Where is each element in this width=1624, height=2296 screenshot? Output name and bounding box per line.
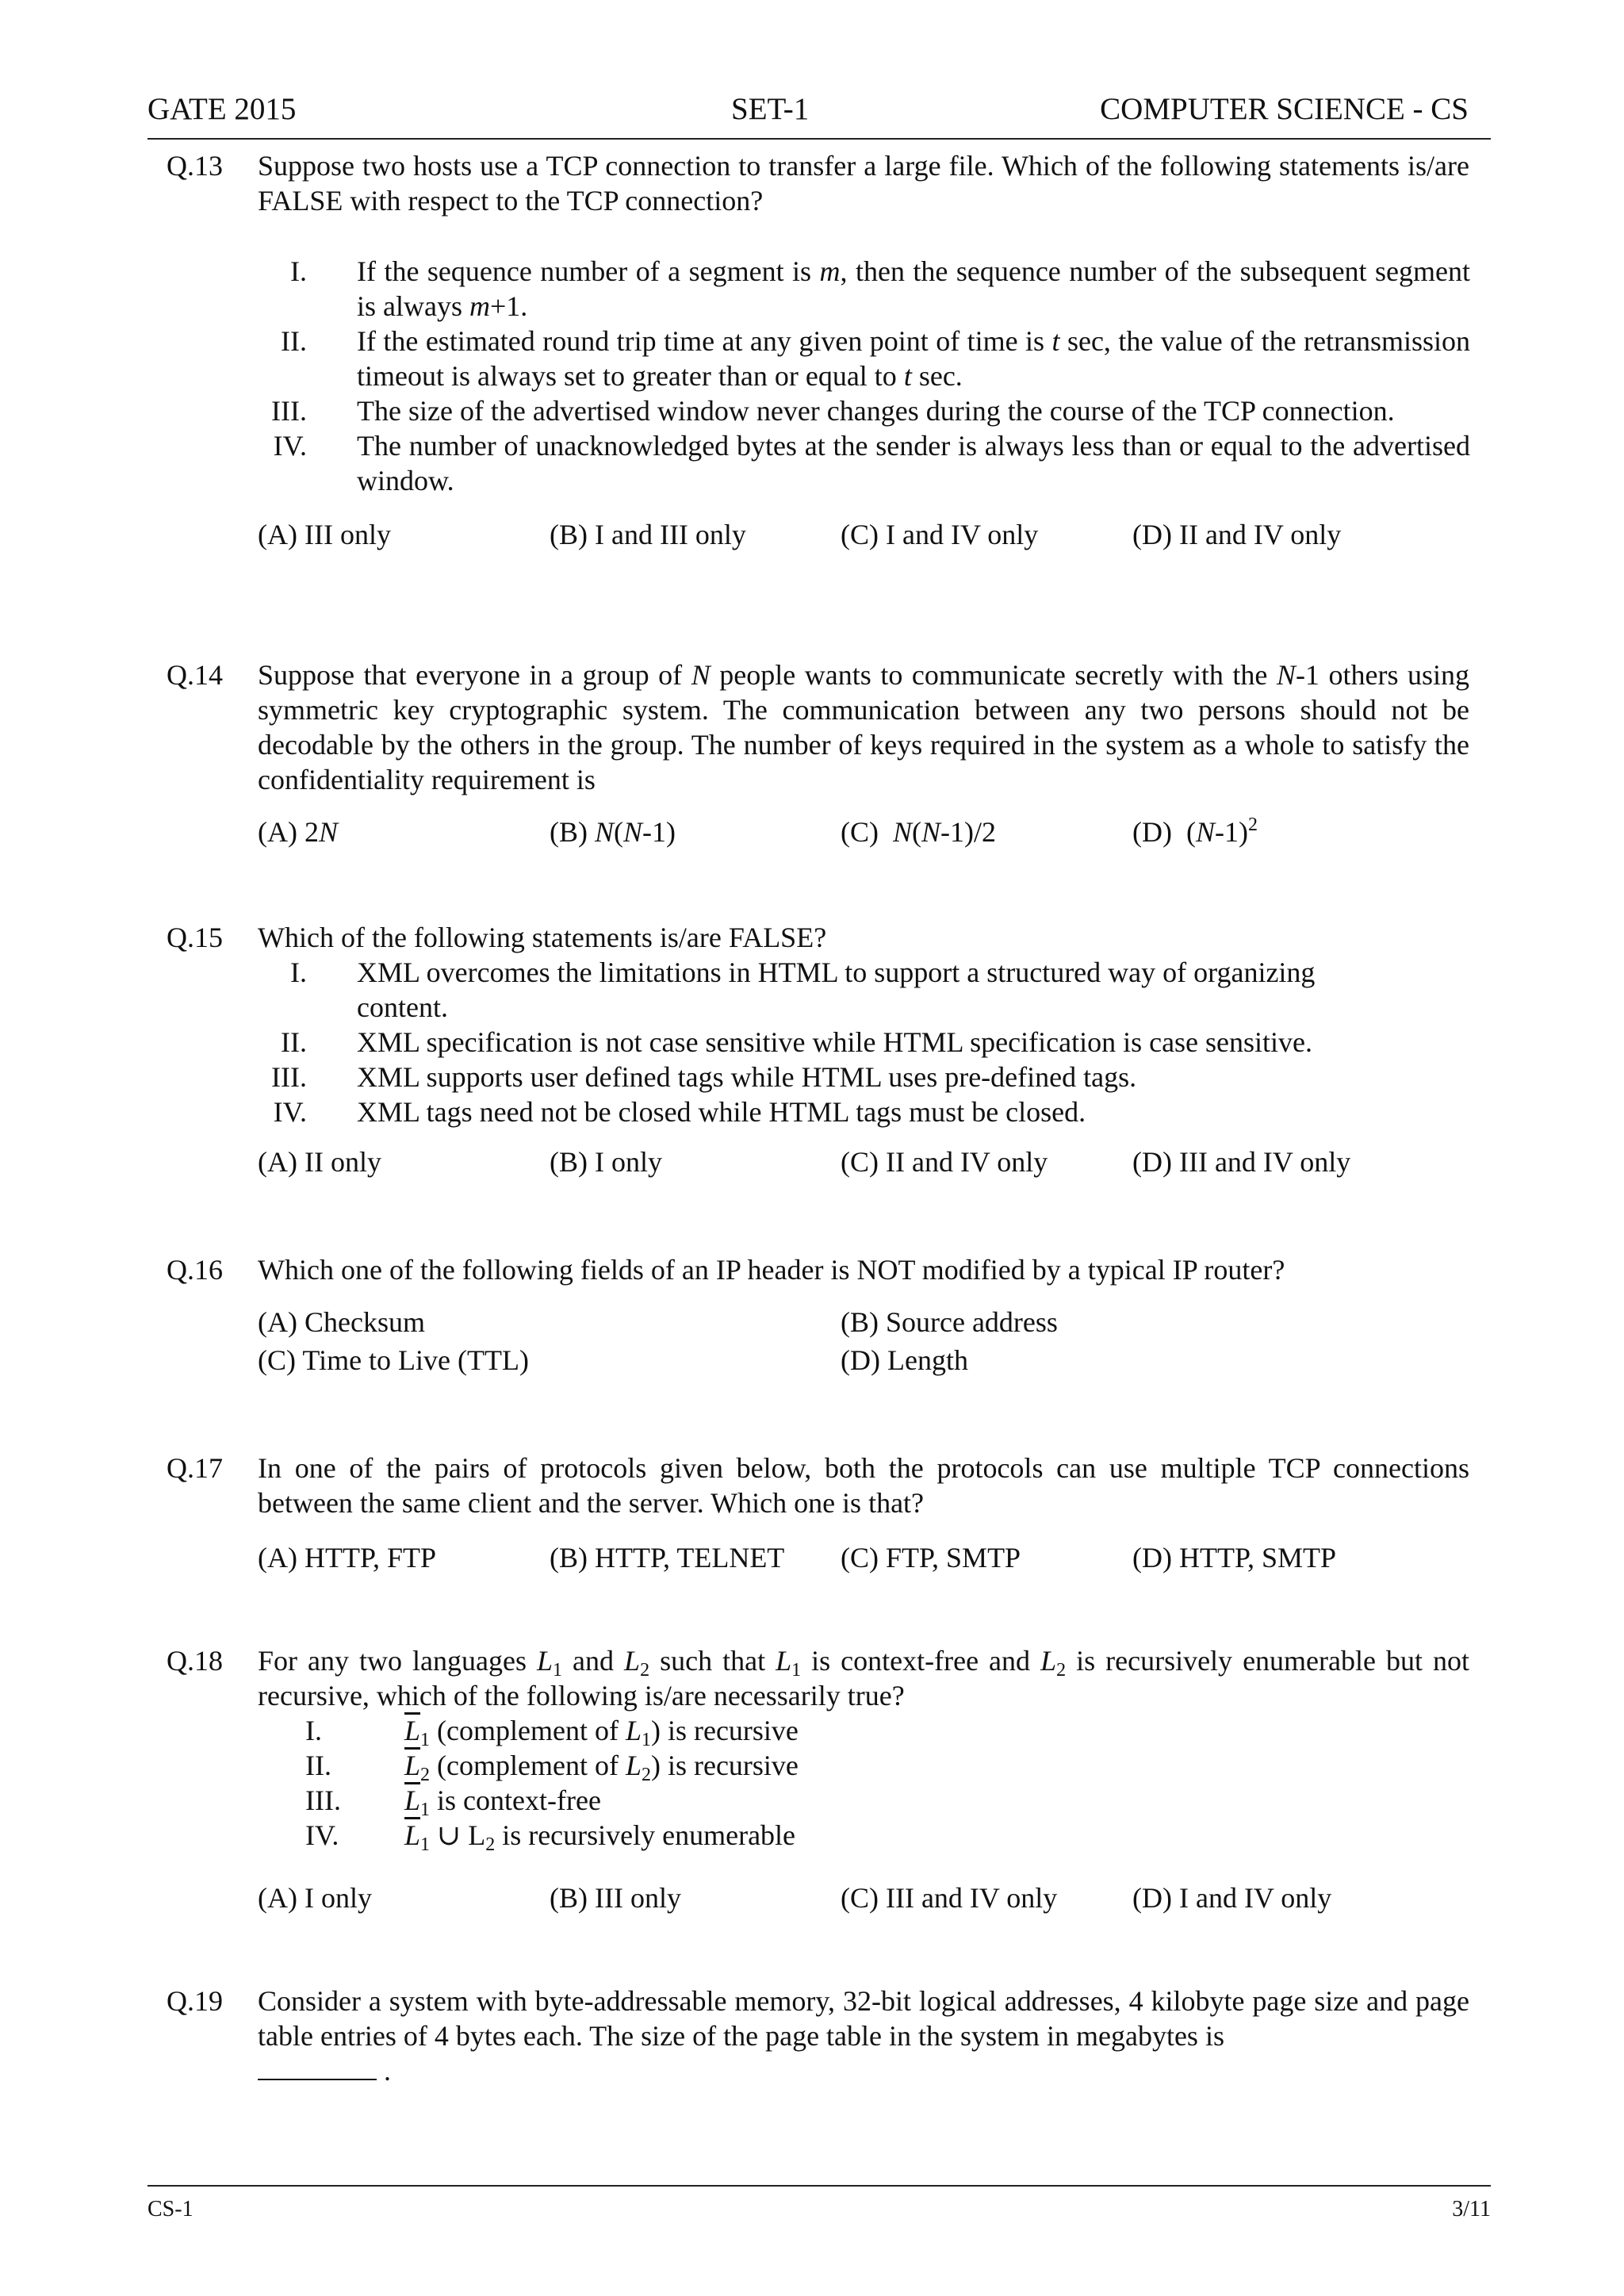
statement-text: $\overline{L}_2$ (complement of $L_2$) is recursive — [404, 1750, 799, 1785]
question-number: Q.17 — [167, 1452, 223, 1484]
question-number: Q.18 — [167, 1645, 223, 1677]
statement-text: XML tags need not be closed while HTML tags must be closed. — [357, 1096, 1086, 1128]
question-number: Q.19 — [167, 1985, 223, 2017]
question-text: For any two languages $L_1$ and $L_2$ such that $L_1$ is context-free and $L_2$ is recursively enumerable but not recursive, which of the following is/are necessarily true? — [258, 1645, 1470, 1711]
option-d: (D) $(N-1)^2$ — [1132, 815, 1258, 848]
statement-number: I. — [290, 255, 307, 287]
question-text: Suppose two hosts use a TCP connection to transfer a large file. Which of the following statements is/are FALSE with respect to the TCP connection? — [258, 150, 1469, 217]
statement-number: I. — [290, 956, 307, 988]
option-d: (D) III and IV only — [1132, 1146, 1351, 1178]
question-text: Consider a system with byte-addressable memory, 32-bit logical addresses, 4 kilobyte page size and page table entries of 4 bytes each. The size of the page table in the system in megabytes is . — [258, 1985, 1469, 2087]
statement-text: XML overcomes the limitations in HTML to support a structured way of organizing content. — [357, 956, 1316, 1023]
option-a: (A) I only — [258, 1882, 372, 1914]
statement-text: $\overline{L}_1$ ∪ $L_2$ is recursively enumerable — [404, 1819, 796, 1855]
statement-text: If the estimated round trip time at any given point of time is t sec, the value of the retransmission timeout is always set to greater than or equal to t sec. — [357, 325, 1470, 392]
header-subject: COMPUTER SCIENCE - CS — [1100, 92, 1469, 126]
question-number: Q.15 — [167, 922, 223, 953]
option-c: (C) II and IV only — [841, 1146, 1048, 1178]
statement-number: III. — [271, 1061, 307, 1093]
statement-number: II. — [281, 325, 307, 357]
option-b: (B) III only — [550, 1882, 681, 1914]
option-a: (A) III only — [258, 519, 391, 550]
option-a: (A) Checksum — [258, 1306, 425, 1338]
statement-number: III. — [305, 1784, 341, 1816]
statement-text: XML supports user defined tags while HTML uses pre-defined tags. — [357, 1061, 1137, 1093]
question-number: Q.16 — [167, 1254, 223, 1286]
option-b: (B) HTTP, TELNET — [550, 1542, 785, 1573]
option-a: (A) HTTP, FTP — [258, 1542, 437, 1573]
option-b: (B) I and III only — [550, 519, 746, 550]
option-a: (A) 2N — [258, 816, 338, 848]
statement-number: IV. — [273, 1096, 307, 1128]
option-d: (D) II and IV only — [1132, 519, 1342, 550]
header-exam-name: GATE 2015 — [147, 92, 297, 126]
statement-text: $\overline{L}_1$ (complement of $L_1$) is recursive — [404, 1715, 799, 1750]
option-c: (C) I and IV only — [841, 519, 1039, 550]
statement-text: $\overline{L}_1$ is context-free — [404, 1784, 601, 1820]
statement-number: IV. — [273, 430, 307, 462]
option-c: (C) N(N-1)/2 — [841, 816, 997, 848]
question-text: Suppose that everyone in a group of N people wants to communicate secretly with the N-1 others using symmetric key cryptographic system. The communication between any two persons should not be decodable by the others in the group. The number of keys required in the system as a whole to satisfy the confidentiality requirement is — [258, 659, 1470, 795]
header-rule — [147, 138, 1491, 140]
footer-paper-code: CS-1 — [147, 2197, 193, 2221]
answer-blank[interactable] — [258, 2055, 377, 2080]
option-c: (C) FTP, SMTP — [841, 1542, 1021, 1573]
option-b: (B) Source address — [841, 1306, 1058, 1338]
question-text: In one of the pairs of protocols given below, both the protocols can use multiple TCP connections between the same client and the server. Which one is that? — [258, 1452, 1469, 1519]
question-text: Which one of the following fields of an IP header is NOT modified by a typical IP router? — [258, 1254, 1285, 1286]
header-set: SET-1 — [731, 92, 810, 126]
statement-number: II. — [305, 1750, 331, 1781]
statement-text: If the sequence number of a segment is m, then the sequence number of the subsequent segment is always m+1. — [357, 255, 1470, 322]
statement-number: I. — [305, 1715, 322, 1746]
question-number: Q.13 — [167, 150, 223, 182]
option-c: (C) III and IV only — [841, 1882, 1058, 1914]
option-c: (C) Time to Live (TTL) — [258, 1344, 529, 1376]
statement-number: II. — [281, 1026, 307, 1058]
option-d: (D) HTTP, SMTP — [1132, 1542, 1337, 1573]
statement-text: XML specification is not case sensitive while HTML specification is case sensitive. — [357, 1026, 1313, 1058]
page-number: 3/11 — [1452, 2197, 1491, 2221]
statement-text: The number of unacknowledged bytes at the sender is always less than or equal to the advertised window. — [357, 430, 1470, 496]
statement-text: The size of the advertised window never changes during the course of the TCP connection. — [357, 395, 1395, 427]
option-a: (A) II only — [258, 1146, 381, 1178]
footer-rule — [147, 2185, 1491, 2187]
statement-number: III. — [271, 395, 307, 427]
statement-number: IV. — [305, 1819, 339, 1851]
option-b: (B) I only — [550, 1146, 662, 1178]
option-d: (D) Length — [841, 1344, 968, 1376]
option-b: (B) N(N-1) — [550, 816, 676, 848]
question-text: Which of the following statements is/are FALSE? — [258, 922, 827, 953]
question-number: Q.14 — [167, 659, 223, 691]
option-d: (D) I and IV only — [1132, 1882, 1332, 1914]
